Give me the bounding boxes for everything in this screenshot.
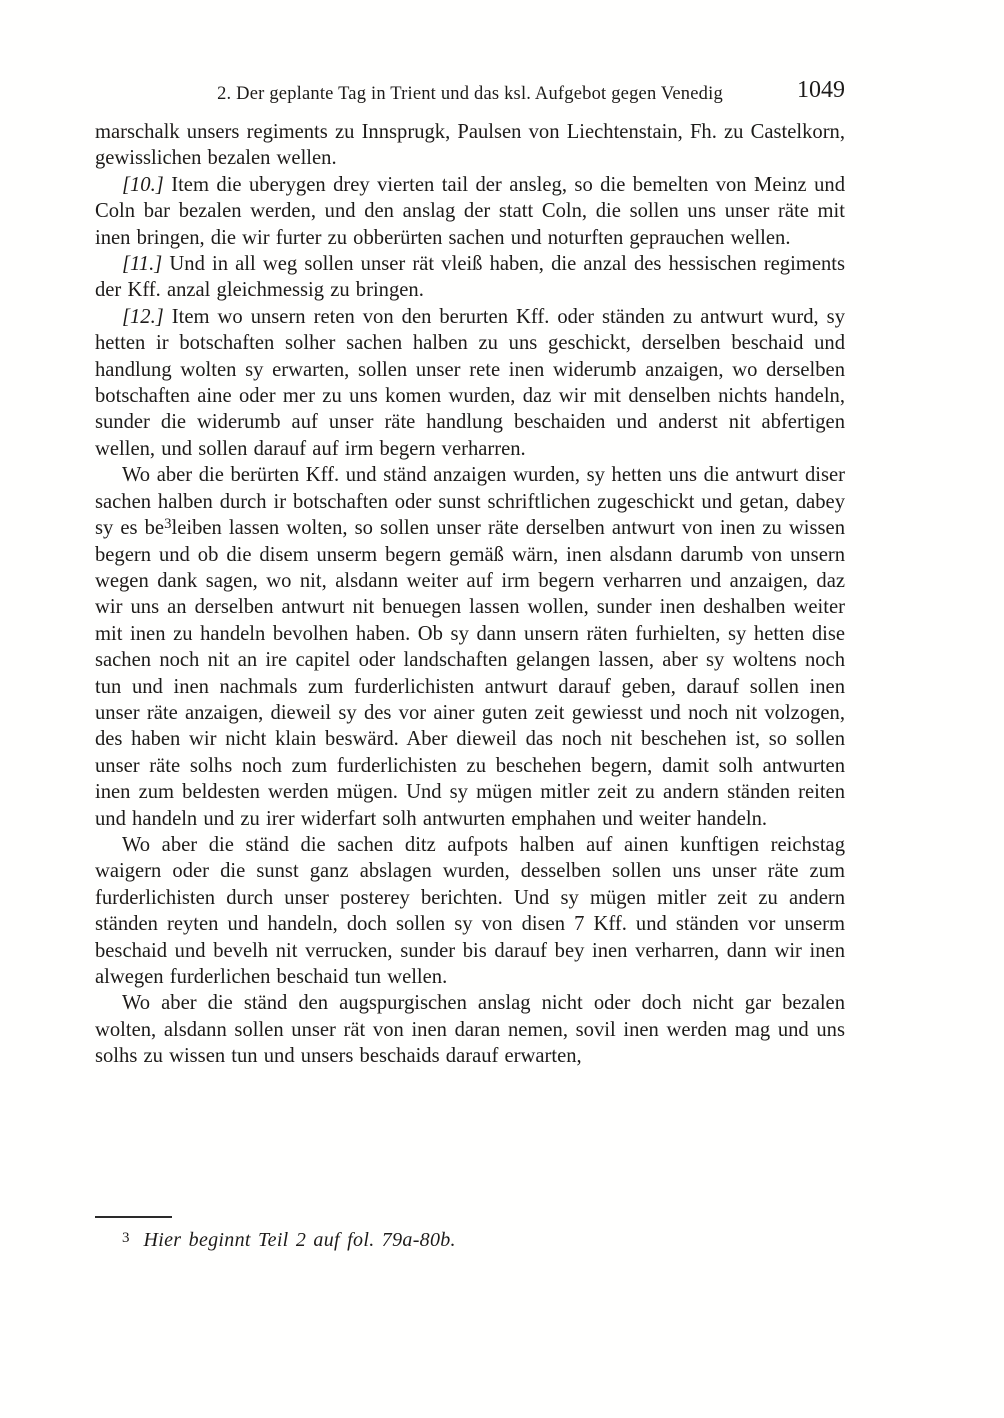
footnote-separator-rule	[95, 1216, 172, 1218]
text-segment: Und in all weg sollen unser rät vleiß haben, die anzal des hessischen regiments der Kff. anzal gleichmessig zu bringen.	[95, 253, 845, 302]
text-segment: Wo aber die ständ den augspurgischen anslag nicht oder doch nicht gar bezalen wolten, alsdann sollen unser rät von inen daran nemen, sovil inen werden mag und uns solhs zu wissen tun und unsers beschaids darauf erwarten,	[95, 992, 845, 1068]
footnote	[95, 1228, 845, 1255]
body-text	[95, 119, 845, 1070]
paragraph-number: [11.]	[122, 253, 163, 276]
footnote-text: Hier beginnt Teil 2 auf fol. 79a-80b.	[143, 1229, 456, 1251]
paragraph	[95, 251, 845, 304]
paragraph-number: [12.]	[122, 305, 164, 328]
paragraph	[95, 990, 845, 1069]
footnote-marker: 3	[122, 1230, 130, 1246]
text-segment: Wo aber die ständ die sachen ditz aufpots halben auf ainen kunftigen reichstag waigern oder die sunst ganz abslagen wurden, desselben sollen uns unser räte zum furderlichisten durch unser posterey berichten. Und sy mügen mitler zeit zu andern ständen reyten und handeln, doch sollen sy von disen 7 Kff. und ständen vor unserm beschaid und bevelh nit verrucken, sunder bis darauf bey inen verharren, dann wir inen alwegen furderlichen beschaid tun wellen.	[95, 833, 845, 988]
paragraph	[95, 119, 845, 172]
text-segment: marschalk unsers regiments zu Innsprugk, Paulsen von Liechtenstain, Fh. zu Castelkorn, gewisslichen bezalen wellen.	[95, 121, 845, 170]
paragraph	[95, 832, 845, 990]
paragraph	[95, 304, 845, 462]
text-segment: Item die uberygen drey vierten tail der ansleg, so die bemelten von Meinz und Coln bar bezalen werden, und den anslag der statt Coln, die sollen uns unser räte mit inen bringen, die wir furter zu obberürten sachen und noturften geprauchen wellen.	[95, 173, 845, 249]
text-segment: Wo aber die berürten Kff. und ständ anzaigen wurden, sy hetten uns die antwurt diser sachen halben durch ir botschaften oder sunst schriftlichen zugeschickt und getan, dabey sy es be	[95, 464, 845, 540]
paragraph	[95, 172, 845, 251]
text-segment: leiben lassen wolten, so sollen unser räte derselben antwurt von inen zu wissen begern und ob die disem unserm begern gemäß wärn, inen alsdann darumb von unsern wegen dank sagen, wo nit, alsdann weiter auf irm begern verharren und anzaigen, daz wir uns an derselben antwurt nit benuegen lassen wollen, sunder inen deshalben weiter mit inen zu handeln bevolhen haben. Ob sy dann unsern räten furhielten, sy hetten dise sachen noch nit an ire capitel oder landschaften gelangen lassen, aber sy woltens noch tun und inen nachmals zum furderlichisten antwurt darauf geben, darauf sollen inen unser räte anzaigen, dieweil sy des vor ainer guten zeit gewiesst und noch nit volzogen, des haben wir nicht klain beswärd. Aber dieweil das noch nit beschehen ist, so sollen unser räte solhs noch zum furderlichisten zu beschehen begern, damit solh antwurten inen zum beldesten werden mügen. Und sy mügen mitler zeit zu andern ständen reiten und handeln und zu irer widerfart solh antwurten emphahen und weiter handeln.	[95, 517, 845, 830]
running-header	[95, 77, 845, 106]
paragraph	[95, 462, 845, 832]
text-segment: Item wo unsern reten von den berurten Kff. oder ständen zu antwurt wurd, sy hetten ir botschaften solher sachen halben zu uns geschickt, derselben beschaid und handlung wolten sy erwarten, sollen unser rete inen widerumb anzaigen, wo derselben botschaften aine oder mer zu uns komen wurden, daz wir mit denselben nichts handeln, sunder die widerumb auf unser räte handlung beschaiden und anderst nit abfertigen wellen, und sollen darauf auf irm begern verharren.	[95, 305, 845, 460]
paragraph-number: [10.]	[122, 173, 164, 196]
page-number: 1049	[797, 77, 845, 103]
running-title: 2. Der geplante Tag in Trient und das ksl. Aufgebot gegen Venedig	[217, 84, 723, 104]
footnote-area	[95, 1216, 845, 1255]
footnote-reference: 3	[164, 515, 172, 532]
